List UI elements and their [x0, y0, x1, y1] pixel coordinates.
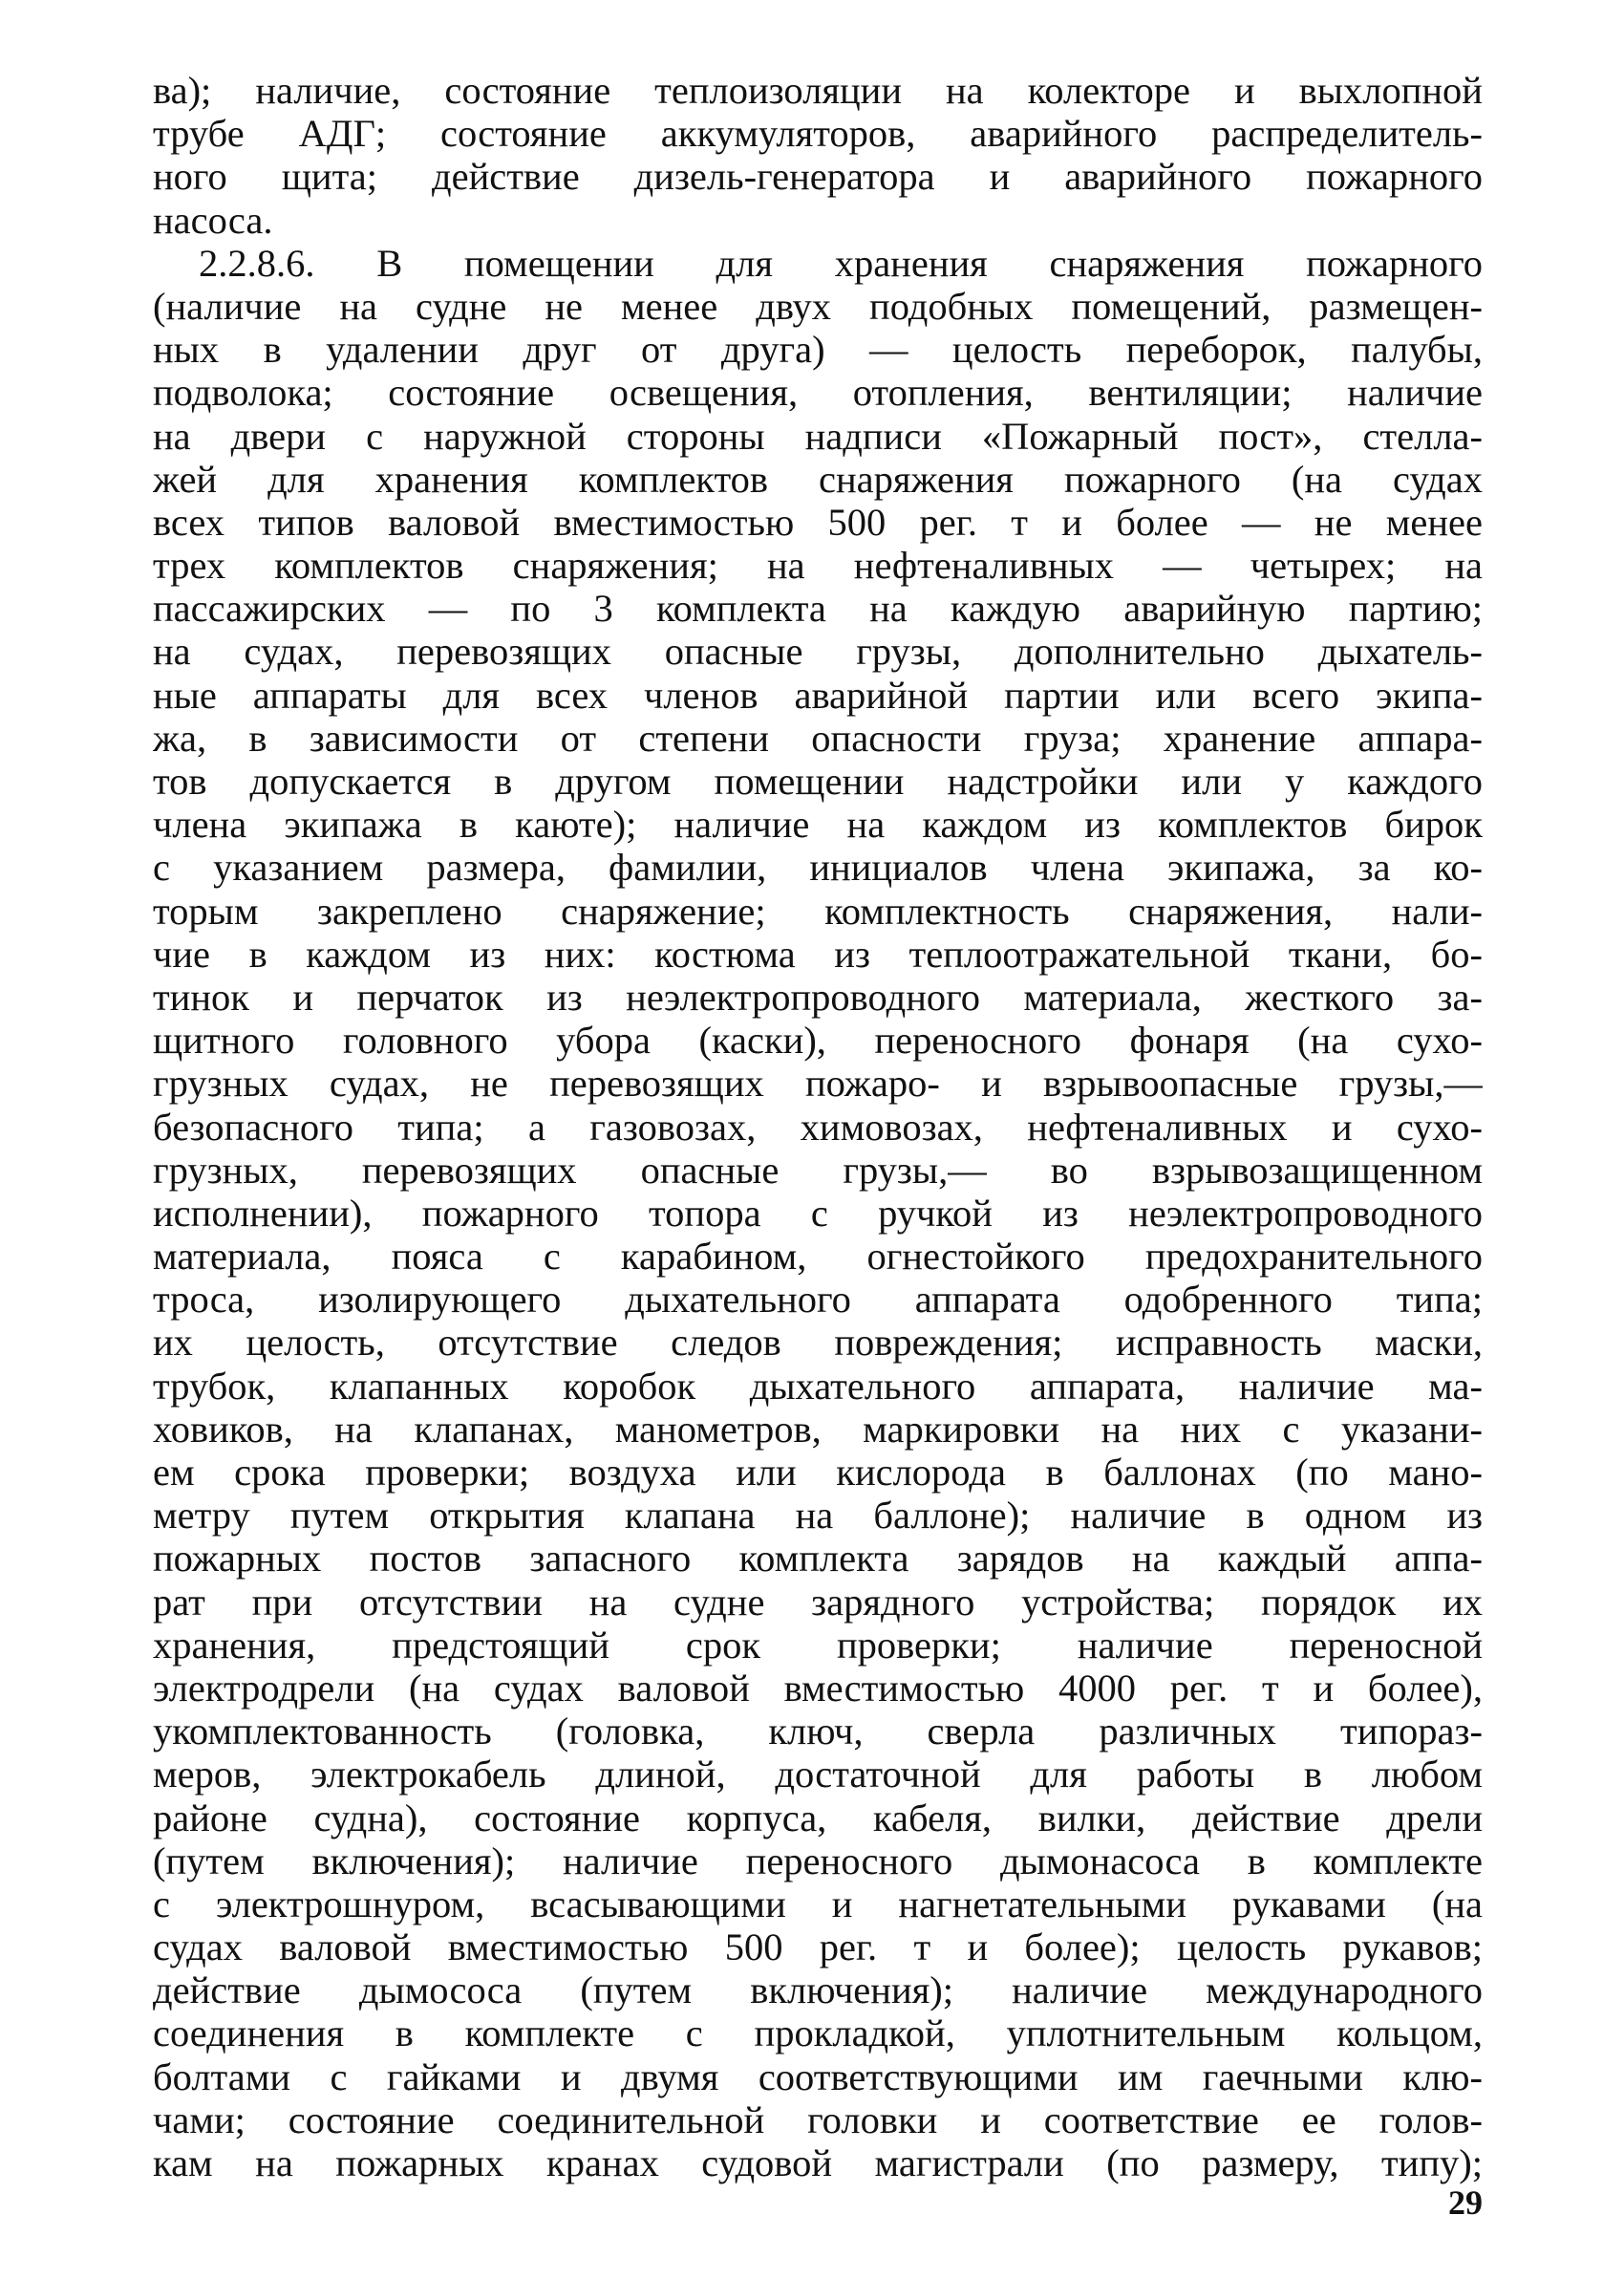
text-line: подволока; состояние освещения, отопления, вентиляции; наличие [153, 371, 1483, 415]
text-line: тов допускается в другом помещении надстройки или у каждого [153, 760, 1483, 803]
text-line: ного щита; действие дизель-генератора и аварийного пожарного [153, 155, 1483, 199]
text-line: тинок и перчаток из неэлектропроводного материала, жесткого за- [153, 975, 1483, 1019]
text-line: районе судна), состояние корпуса, кабеля, вилки, действие дрели [153, 1796, 1483, 1839]
text-line: электродрели (на судах валовой вместимостью 4000 рег. т и более), [153, 1666, 1483, 1710]
text-line: с электрошнуром, всасывающими и нагнетательными рукавами (на [153, 1882, 1483, 1925]
text-line: щитного головного убора (каски), переносного фонаря (на сухо- [153, 1019, 1483, 1063]
text-line: исполнении), пожарного топора с ручкой из неэлектропроводного [153, 1191, 1483, 1235]
text-line: торым закреплено снаряжение; комплектность снаряжения, нали- [153, 889, 1483, 933]
text-line: ва); наличие, состояние теплоизоляции на колекторе и выхлопной [153, 69, 1483, 112]
text-line: троса, изолирующего дыхательного аппарата одобренного типа; [153, 1278, 1483, 1322]
text-line: всех типов валовой вместимостью 500 рег. т и более — не менее [153, 500, 1483, 544]
text-line: жей для хранения комплектов снаряжения пожарного (на судах [153, 457, 1483, 501]
text-line: члена экипажа в каюте); наличие на каждом из комплектов бирок [153, 803, 1483, 847]
text-line: насоса. [153, 198, 273, 242]
body-text [153, 69, 1483, 2184]
text-line: на судах, перевозящих опасные грузы, дополнительно дыхатель- [153, 630, 1483, 674]
text-line: материала, пояса с карабином, огнестойкого предохранительного [153, 1235, 1483, 1279]
text-line: трубе АДГ; состояние аккумуляторов, аварийного распределитель- [153, 112, 1483, 156]
text-line: ных в удалении друг от друга) — целость переборок, палубы, [153, 328, 1483, 372]
text-line: трубок, клапанных коробок дыхательного аппарата, наличие ма- [153, 1364, 1483, 1408]
text-line: трех комплектов снаряжения; на нефтеналивных — четырех; на [153, 544, 1483, 588]
text-line: кам на пожарных кранах судовой магистрали (по размеру, типу); [153, 2141, 1483, 2184]
text-line: пассажирских — по 3 комплекта на каждую аварийную партию; [153, 587, 1483, 631]
text-line: на двери с наружной стороны надписи «Пожарный пост», стелла- [153, 414, 1483, 458]
text-line: укомплектованность (головка, ключ, сверла различных типораз- [153, 1710, 1483, 1753]
page-number: 29 [1448, 2183, 1483, 2222]
text-line: метру путем открытия клапана на баллоне); наличие в одном из [153, 1494, 1483, 1538]
text-line: безопасного типа; а газовозах, химовозах, нефтеналивных и сухо- [153, 1105, 1483, 1149]
text-line: ные аппараты для всех членов аварийной партии или всего экипа- [153, 673, 1483, 717]
text-line: чами; состояние соединительной головки и соответствие ее голов- [153, 2097, 1483, 2141]
text-line: пожарных постов запасного комплекта зарядов на каждый аппа- [153, 1537, 1483, 1581]
section-heading-line: 2.2.8.6. В помещении для хранения снаряжения пожарного [199, 241, 1483, 285]
text-line: (наличие на судне не менее двух подобных помещений, размещен- [153, 284, 1483, 328]
text-line: судах валовой вместимостью 500 рег. т и более); целость рукавов; [153, 1925, 1483, 1969]
text-line: соединения в комплекте с прокладкой, уплотнительным кольцом, [153, 2011, 1483, 2055]
text-line: грузных судах, не перевозящих пожаро- и взрывоопасные грузы,— [153, 1062, 1483, 1106]
text-line: ховиков, на клапанах, манометров, маркировки на них с указани- [153, 1407, 1483, 1451]
text-line: меров, электрокабель длиной, достаточной для работы в любом [153, 1753, 1483, 1796]
text-line: чие в каждом из них: костюма из теплоотражательной ткани, бо- [153, 932, 1483, 976]
text-line: с указанием размера, фамилии, инициалов члена экипажа, за ко- [153, 846, 1483, 890]
text-line: (путем включения); наличие переносного дымонасоса в комплекте [153, 1839, 1483, 1882]
text-line: ем срока проверки; воздуха или кислорода в баллонах (по мано- [153, 1451, 1483, 1494]
text-line: грузных, перевозящих опасные грузы,— во взрывозащищенном [153, 1148, 1483, 1192]
text-line: болтами с гайками и двумя соответствующими им гаечными клю- [153, 2054, 1483, 2098]
text-line: жа, в зависимости от степени опасности груза; хранение аппара- [153, 716, 1483, 760]
text-line: рат при отсутствии на судне зарядного устройства; порядок их [153, 1580, 1483, 1624]
text-line: действие дымососа (путем включения); наличие международного [153, 1968, 1483, 2012]
text-line: хранения, предстоящий срок проверки; наличие переносной [153, 1623, 1483, 1667]
text-line: их целость, отсутствие следов повреждения; исправность маски, [153, 1321, 1483, 1365]
